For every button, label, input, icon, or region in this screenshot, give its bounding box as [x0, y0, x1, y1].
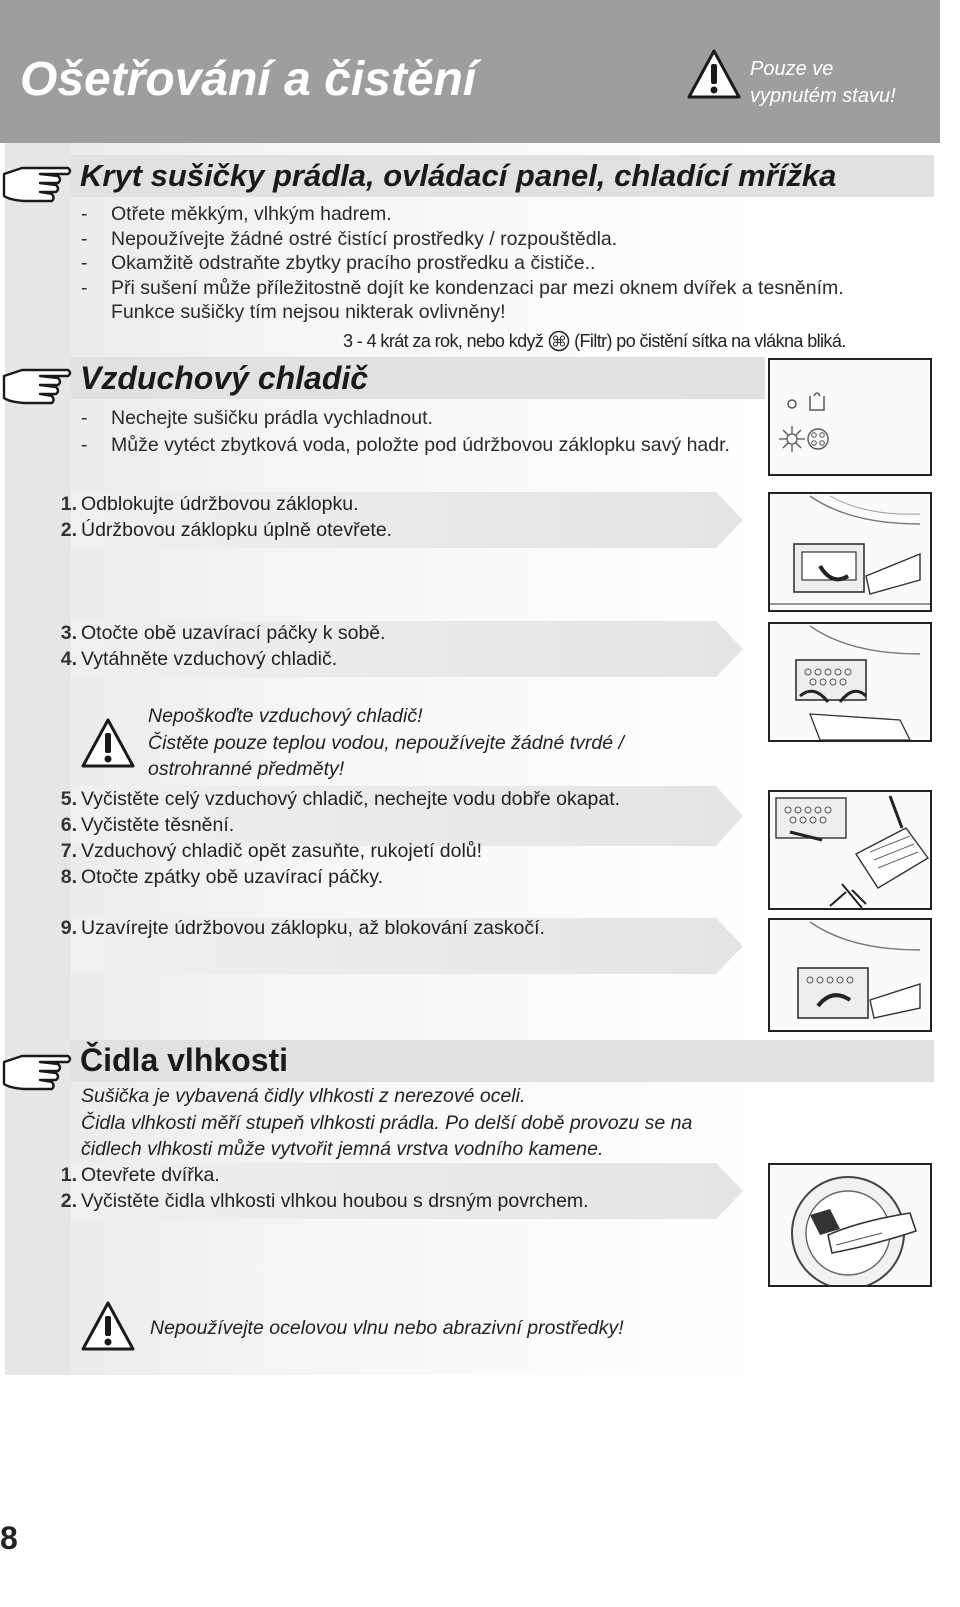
- filter-note-suffix: (Filtr) po čistění sítka na vlákna bliká.: [574, 331, 846, 351]
- cooler-bullets: [81, 405, 771, 458]
- pointing-hand-icon: [2, 160, 72, 210]
- step-item: 2. Vyčistěte čidla vlhkosti vlhkou houbou s drsným povrchem.: [60, 1190, 589, 1212]
- warning-line-2: vypnutém stavu!: [750, 85, 896, 107]
- sensor-steps: [60, 1162, 589, 1214]
- list-item: - Může vytéct zbytková voda, položte pod údržbovou záklopku savý hadr.: [81, 433, 730, 456]
- step-item: 7. Vzduchový chladič opět zasuňte, rukojetí dolů!: [60, 840, 483, 862]
- filter-note-prefix: 3 - 4 krát za rok, nebo když: [343, 331, 544, 351]
- step-item: 3. Otočte obě uzavírací páčky k sobě.: [60, 622, 386, 644]
- page-number: 8: [0, 1520, 18, 1556]
- filter-icon: [548, 330, 570, 352]
- step-item: 9. Uzavírejte údržbovou záklopku, až blokování zaskočí.: [60, 917, 545, 939]
- section-title-cooler: Vzduchový chladič: [80, 360, 369, 396]
- warning-triangle-icon: [80, 717, 136, 769]
- list-item: - Nechejte sušičku prádla vychladnout.: [81, 407, 433, 429]
- pointing-hand-icon: [2, 1048, 72, 1098]
- step-item: 8. Otočte zpátky obě uzavírací páčky.: [60, 866, 384, 888]
- step-item: 5. Vyčistěte celý vzduchový chladič, nechejte vodu dobře okapat.: [60, 788, 621, 810]
- clean-cooler-illustration: [768, 790, 932, 910]
- list-item: - Okamžitě odstraňte zbytky pracího prostředku a čističe..: [81, 252, 596, 274]
- steps-1-2: [60, 491, 393, 543]
- open-flap-illustration: [768, 492, 932, 612]
- warning-line-1: Pouze ve: [750, 58, 834, 80]
- intro-line: čidlech vlhkosti může vytvořit jemná vrstva vodního kamene.: [81, 1138, 604, 1160]
- cooler-warning-text: [148, 703, 624, 783]
- step-item: 4. Vytáhněte vzduchový chladič.: [60, 648, 338, 670]
- sensor-cleaning-illustration: [768, 1163, 932, 1287]
- steps-3-4: [60, 620, 386, 672]
- warning-line: ostrohranné předměty!: [148, 758, 345, 780]
- control-panel-illustration: [768, 358, 932, 476]
- step-9: [60, 915, 545, 941]
- intro-line: Čidla vlhkosti měří stupeň vlhkosti prádla. Po delší době provozu se na: [81, 1111, 693, 1134]
- steps-5-8: [60, 786, 621, 890]
- step-item: 1. Otevřete dvířka.: [60, 1164, 220, 1186]
- remove-cooler-illustration: [768, 622, 932, 742]
- list-item: - Nepoužívejte žádné ostré čistící prostředky / rozpouštědla.: [81, 227, 618, 250]
- warning-line: Nepoškoďte vzduchový chladič!: [148, 705, 423, 727]
- power-off-warning: [750, 56, 930, 110]
- section-title-sensors: Čidla vlhkosti: [80, 1042, 289, 1078]
- filter-note: [343, 330, 846, 352]
- sensors-intro: [81, 1083, 692, 1163]
- close-flap-illustration: [768, 918, 932, 1032]
- page-title: Ošetřování a čistění: [20, 53, 477, 106]
- warning-triangle-icon: [80, 1300, 136, 1352]
- warning-line: Čistěte pouze teplou vodou, nepoužívejte žádné tvrdé /: [148, 731, 624, 754]
- list-item: - Při sušení může příležitostně dojít ke kondenzaci par mezi oknem dvířek a tesněním. Funkce sušičky tím nejsou nikterak ovlivněny!: [81, 276, 844, 323]
- section-title-housing: Kryt sušičky prádla, ovládací panel, chladící mřížka: [80, 158, 837, 193]
- list-item: - Otřete měkkým, vlhkým hadrem.: [81, 203, 392, 225]
- step-item: 1. Odblokujte údržbovou záklopku.: [60, 493, 359, 515]
- pointing-hand-icon: [2, 362, 72, 412]
- step-item: 6. Vyčistěte těsnění.: [60, 814, 235, 836]
- warning-triangle-icon: [686, 48, 742, 100]
- intro-line: Sušička je vybavená čidly vlhkosti z nerezové oceli.: [81, 1085, 526, 1107]
- step-item: 2. Údržbovou záklopku úplně otevřete.: [60, 519, 393, 541]
- housing-bullets: [81, 202, 861, 325]
- steel-wool-warning: Nepoužívejte ocelovou vlnu nebo abrazivní prostředky!: [150, 1317, 624, 1339]
